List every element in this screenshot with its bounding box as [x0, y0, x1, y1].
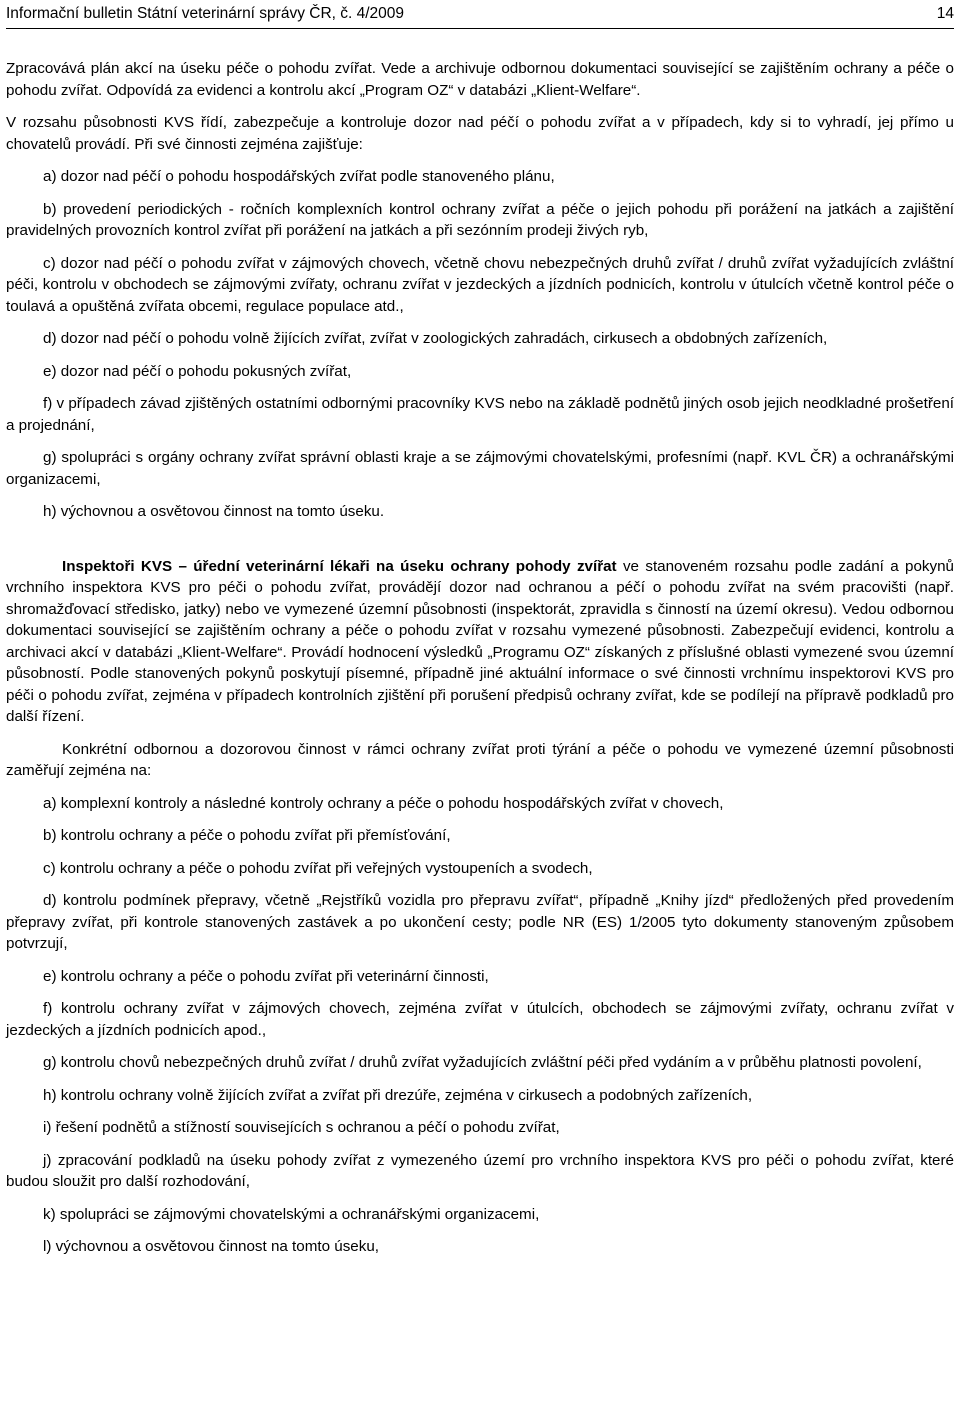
page-number: 14	[936, 5, 954, 22]
list-item: j) zpracování podkladů na úseku pohody zvířat z vymezeného území pro vrchního inspektora KVS pro péči o pohodu zvířat, které budou sloužit pro další rozhodování,	[6, 1151, 954, 1190]
list-item: d) kontrolu podmínek přepravy, včetně „Rejstříků vozidla pro přepravu zvířat“, případně „Knihy jízd“ předložených před provedením přepravy zvířat, při kontrole stanovených zastávek a po ukončení cesty; podle NR (ES) 1/2005 tyto dokumenty stanoveným způsobem potvrzují,	[6, 892, 954, 952]
intro-paragraph-1: Zpracovává plán akcí na úseku péče o pohodu zvířat. Vede a archivuje odbornou dokumentaci související se zajištěním ochrany a péče o pohodu zvířat. Odpovídá za evidenci a kontrolu akcí „Program OZ“ v databázi „Klient-Welfare“.	[6, 60, 954, 99]
inspectors-text: ve stanoveném rozsahu podle zadání a pokynů vrchního inspektora KVS pro péči o pohodu zvířat, provádějí dozor nad ochranou a péčí o pohodu zvířat na svém pracovišti (např. shromažďovací středisko, jatky) nebo ve vymezené územní působnosti (inspektorát, zpravidla s činností na území okresu). Vedou odbornou dokumentaci související se zajištěním ochrany a péče o pohodu zvířat v rozsahu vymezené působnosti. Zabezpečují evidenci, kontrolu a archivaci akcí v databázi „Klient-Welfare“. Provádí hodnocení výsledků „Programu OZ“ získaných z příslušné oblasti vymezené svou územní působností. Podle stanovených pokynů poskytují písemné, případně jiné aktuální informace o své činnosti vrchnímu inspektorovi KVS pro péči o pohodu zvířat, zejména v případech kontrolních zjištění při porušení předpisů ochrany zvířat, kde se podílejí na přípravě podkladů pro další řízení.	[6, 557, 954, 725]
inspectors-heading: Inspektoři KVS – úřední veterinární lékaři na úseku ochrany pohody zvířat	[62, 557, 617, 575]
controls-list	[6, 793, 954, 1258]
list-item: e) kontrolu ochrany a péče o pohodu zvířat při veterinární činnosti,	[43, 967, 489, 985]
list-item: h) výchovnou a osvětovou činnost na tomto úseku.	[43, 503, 385, 520]
bulletin-title: Informační bulletin Státní veterinární správy ČR, č. 4/2009	[6, 5, 405, 22]
page-header	[6, 4, 954, 29]
list-item: e) dozor nad péčí o pohodu pokusných zvířat,	[43, 362, 352, 380]
list-item: g) kontrolu chovů nebezpečných druhů zvířat / druhů zvířat vyžadujících zvláštní péči před vydáním a v průběhu platnosti povolení,	[43, 1054, 922, 1071]
focus-paragraph: Konkrétní odbornou a dozorovou činnost v rámci ochrany zvířat proti týrání a péče o pohodu ve vymezené územní působnosti zaměřují zejména na:	[6, 740, 954, 779]
list-item: a) dozor nad péčí o pohodu hospodářských zvířat podle stanoveného plánu,	[43, 168, 555, 185]
list-item: k) spolupráci se zájmovými chovatelskými a ochranářskými organizacemi,	[43, 1205, 540, 1223]
list-item: l) výchovnou a osvětovou činnost na tomto úseku,	[43, 1238, 380, 1255]
list-item: f) kontrolu ochrany zvířat v zájmových chovech, zejména zvířat v útulcích, obchodech se zájmovými zvířaty, ochranu zvířat v jezdeckých a jízdních podnicích apod.,	[6, 1000, 954, 1039]
list-item: c) dozor nad péčí o pohodu zvířat v zájmových chovech, včetně chovu nebezpečných druhů zvířat / druhů zvířat vyžadujících zvláštní péči, kontrolu v obchodech se zájmovými zvířaty, ochranu zvířat v jezdeckých a jízdních podnicích, kontrolu v útulcích včetně kontrol péče o toulavá a opuštěná zvířata obcemi, regulace populace atd.,	[6, 254, 954, 315]
list-item: g) spolupráci s orgány ochrany zvířat správní oblasti kraje a se zájmovými chovatelskými, profesními (např. KVL ČR) a ochranářskými organizacemi,	[6, 449, 954, 488]
duties-list	[6, 166, 954, 523]
list-item: a) komplexní kontroly a následné kontroly ochrany a péče o pohodu hospodářských zvířat v chovech,	[43, 794, 724, 812]
list-item: h) kontrolu ochrany volně žijících zvířat a zvířat při drezúře, zejména v cirkusech a podobných zařízeních,	[43, 1086, 753, 1104]
list-item: b) kontrolu ochrany a péče o pohodu zvířat při přemísťování,	[43, 827, 451, 844]
list-item: d) dozor nad péčí o pohodu volně žijících zvířat, zvířat v zoologických zahradách, cirkusech a obdobných zařízeních,	[43, 330, 828, 347]
intro-paragraph-2: V rozsahu působnosti KVS řídí, zabezpečuje a kontroluje dozor nad péčí o pohodu zvířat a v případech, kdy si to vyhradí, jej přímo u chovatelů provádí. Při své činnosti zejména zajišťuje:	[6, 114, 954, 153]
list-item: c) kontrolu ochrany a péče o pohodu zvířat při veřejných vystoupeních a svodech,	[43, 859, 593, 877]
document-body	[6, 58, 954, 1258]
list-item: i) řešení podnětů a stížností souvisejících s ochranou a péčí o pohodu zvířat,	[43, 1119, 560, 1136]
inspectors-paragraph	[6, 556, 954, 728]
list-item: b) provedení periodických - ročních komplexních kontrol ochrany zvířat a péče o jejich pohodu při porážení na jatkách a zajištění pravidelných provozních kontrol zvířat při porážení na jatkách a při sezónním prodeji živých ryb,	[6, 200, 954, 239]
list-item: f) v případech závad zjištěných ostatními odbornými pracovníky KVS nebo na základě podnětů jiných osob jejich neodkladné prošetření a projednání,	[6, 395, 954, 434]
